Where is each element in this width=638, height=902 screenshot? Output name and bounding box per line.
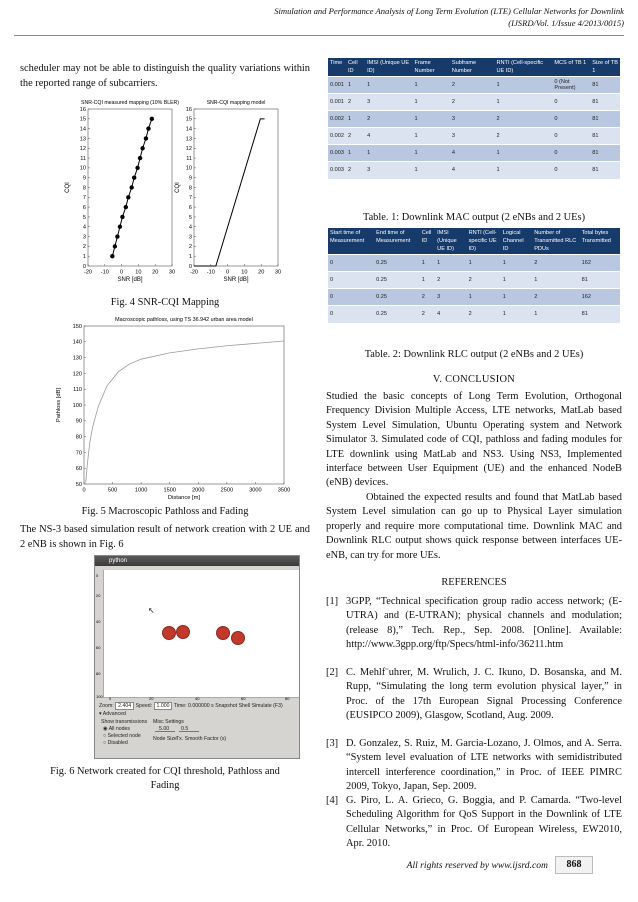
column-header: Number of Transmitted RLC PDUs [532,228,579,255]
table-cell: 0.003 [328,162,346,179]
table-cell: 2 [494,111,552,128]
table-cell: 1 [365,145,412,162]
y-axis-label: CQI [65,182,71,193]
table-row [328,77,620,94]
x-tick-label: -20 [189,269,199,276]
x-tick-label: 30 [168,269,176,276]
ruler-tick: 80 [96,671,101,676]
table-cell: 3 [435,289,466,306]
y-axis-label: CQI [175,182,181,193]
fig6-caption-line1: Fig. 6 Network created for CQI threshold, Pathloss and [50,766,280,777]
reference-item [326,595,622,652]
table-row [328,289,620,306]
y-tick-label: 5 [188,214,192,221]
table-header-row [328,228,620,255]
table-cell: 1 [413,94,450,111]
node-size-label: Node Size [153,736,177,742]
table-cell: 2 [532,289,579,306]
table-cell: 4 [365,128,412,145]
table-cell: 1 [413,111,450,128]
x-axis-label: SNR [dB] [117,277,143,284]
intro-paragraph: scheduler may not be able to distinguish the quality variations within the reported range of subcarriers. [20,63,310,89]
table-cell: 0.001 [328,77,346,94]
y-tick-label: 140 [72,339,82,346]
data-point [132,175,136,179]
y-tick-label: 6 [188,204,192,211]
ruler-tick: 60 [241,696,246,701]
table-cell: 0 (Not Present) [552,77,590,94]
table-cell: 0.003 [328,145,346,162]
y-tick-label: 50 [75,481,82,488]
table-cell: 2 [450,77,495,94]
shell-button[interactable]: Shell [238,703,251,709]
snr-cqi-measured-chart [60,96,185,291]
data-point [144,136,148,140]
column-header: Start time of Measurement [328,228,374,255]
x-tick-label: -10 [100,269,109,276]
header-rule [14,35,624,36]
smooth-factor-label: Tx. Smooth Factor (s) [176,736,227,742]
y-tick-label: 9 [188,175,192,182]
x-tick-label: 20 [258,269,265,276]
y-tick-label: 150 [72,323,82,330]
table-cell: 1 [346,111,365,128]
y-tick-label: 4 [82,224,86,231]
reference-number: [2] [326,667,339,678]
show-transmissions-label: Show transmissions [101,719,148,725]
table-cell: 3 [365,162,412,179]
table-cell: 1 [467,289,501,306]
x-tick-label: 0 [120,269,124,276]
column-header: IMSI (Unique UE ID) [365,58,412,77]
column-header: IMSI (Unique UE ID) [435,228,466,255]
y-tick-label: 8 [82,185,86,192]
table-cell: 0 [552,128,590,145]
table-row [328,272,620,289]
table-cell: 81 [590,128,620,145]
table-cell: 2 [346,162,365,179]
y-tick-label: 16 [185,106,192,113]
y-tick-label: 16 [79,106,86,113]
radio-all-nodes[interactable]: ◉ All nodes [103,726,131,732]
speed-spinbox[interactable]: 1.000 [154,702,173,710]
ruler-tick: 60 [96,645,101,650]
table-cell: 0.002 [328,111,346,128]
reference-text: G. Piro, L. A. Grieco, G. Boggia, and P. Camarda. “Two-level Scheduling Algorithm for QoS Support in the Downlink of LTE Cellular Networks,” in Proc. Of European Wireless, EW2010, Apr. 2010. [346,795,622,849]
table-cell: 0 [552,111,590,128]
table1-caption: Table. 1: Downlink MAC output (2 eNBs and 2 UEs) [362,212,586,223]
y-tick-label: 15 [185,116,192,123]
reference-item [326,737,622,794]
ns3-paragraph: The NS-3 based simulation result of network creation with 2 UE and 2 eNB is shown in Fig. 6 [20,524,310,550]
ruler-tick: 0 [109,696,112,701]
chart-title: SNR-CQI mapping model [206,100,266,106]
table-cell: 2 [467,306,501,323]
table-cell: 1 [365,77,412,94]
reference-number: [3] [326,738,339,749]
column-header: MCS of TB 1 [552,58,590,77]
table-cell: 0 [328,255,374,272]
data-point [138,156,142,160]
table-cell: 1 [532,306,579,323]
conclusion-paragraph-1: Studied the basic concepts of Long Term Evolution, Orthogonal Frequency Division Multiple Access, LTE networks, MatLab based System Level Simulation, Ubuntu Operating system and Network Simulator 3. Simulated code of CQI, pathloss and fading modules for LTE downlink using MatLab and NS3. Using NS3, Implemented interface between User Equipment (UE) and the enhanced NodeB (eNB) devices. [326,391,622,489]
table-cell: 1 [420,255,435,272]
table-cell: 1 [346,145,365,162]
table-cell: 4 [435,306,466,323]
y-tick-label: 0 [188,263,192,270]
y-tick-label: 4 [188,224,192,231]
y-tick-label: 3 [82,234,86,241]
data-point [120,215,124,219]
table-row [328,94,620,111]
data-point [118,225,122,229]
chart-title: Macroscopic pathloss, using TS 36.942 urban area model [115,317,253,323]
x-axis-label: SNR [dB] [223,277,249,284]
table-cell: 0.25 [374,255,420,272]
table-cell: 81 [580,306,620,323]
table-cell: 1 [413,145,450,162]
x-tick-label: 2000 [192,487,205,494]
visualizer-x-ruler [103,694,299,702]
data-point [135,166,139,170]
column-header: Frame Number [413,58,450,77]
table-cell: 81 [590,145,620,162]
y-tick-label: 80 [75,434,82,441]
fig4-caption: Fig. 4 SNR-CQI Mapping [110,297,220,308]
reference-number: [4] [326,795,339,806]
table-cell: 1 [413,77,450,94]
table-cell: 81 [580,272,620,289]
y-tick-label: 12 [185,146,192,153]
table-cell: 3 [450,128,495,145]
ruler-tick: 80 [285,696,290,701]
x-tick-label: 2500 [220,487,234,494]
table-row [328,111,620,128]
references-heading: REFERENCES [441,577,507,588]
x-tick-label: -20 [83,269,93,276]
y-tick-label: 3 [188,234,192,241]
reference-text: 3GPP, “Technical specification group radio access network; (E-UTRA) and (E-UTRAN); physical channels and modulation; (release 8),” Tech. Rep., Sep. 2008. [Online]. Available: http://www.3gpp.org/ftp/Specs/html-info/36211.htm [346,596,622,650]
time-label: Time: 0.000000 s [173,703,214,709]
column-header: Time [328,58,346,77]
table-cell: 2 [420,306,435,323]
y-tick-label: 11 [186,155,192,162]
x-tick-label: -10 [206,269,215,276]
table2-caption: Table. 2: Downlink RLC output (2 eNBs and 2 UEs) [364,349,584,360]
table-cell: 162 [580,255,620,272]
table-cell: 1 [494,77,552,94]
y-tick-label: 11 [80,155,86,162]
x-tick-label: 1500 [163,487,176,494]
y-tick-label: 90 [75,418,82,425]
y-tick-label: 12 [79,146,86,153]
column-header: RNTI (Cell-specific UE ID) [467,228,501,255]
table-cell: 2 [450,94,495,111]
y-tick-label: 13 [185,136,192,143]
y-tick-label: 130 [72,355,82,362]
table-row [328,255,620,272]
radio-label: Disabled [107,740,128,746]
simulate-button[interactable]: Simulate (F3) [251,703,283,709]
y-tick-label: 1 [188,254,192,261]
x-tick-label: 10 [241,269,248,276]
zoom-spinbox[interactable]: 2.404 [115,702,134,710]
y-tick-label: 10 [185,165,192,172]
table-cell: 1 [501,255,532,272]
smooth-factor-slider[interactable] [179,731,199,732]
data-point [150,117,154,121]
table-cell: 4 [450,145,495,162]
table-cell: 2 [435,272,466,289]
table-cell: 0 [552,94,590,111]
x-tick-label: 30 [274,269,282,276]
window-titlebar [95,556,299,566]
column-header: Cell ID [420,228,435,255]
footer-rights: All rights reserved by www.ijsrd.com [406,860,548,871]
table-cell: 81 [590,77,620,94]
reference-item [326,666,622,723]
column-header: Logical Channel ID [501,228,532,255]
table-cell: 3 [365,94,412,111]
ruler-tick: 0 [96,573,99,578]
table-cell: 1 [501,306,532,323]
conclusion-heading: V. CONCLUSION [432,374,516,385]
table-cell: 0 [328,289,374,306]
table-cell: 1 [494,94,552,111]
table-cell: 4 [450,162,495,179]
table-cell: 1 [413,162,450,179]
reference-item [326,794,622,851]
x-axis-label: Distance [m] [167,495,201,502]
table-cell: 0 [552,145,590,162]
snapshot-button[interactable]: Snapshot [215,703,238,709]
chart-title: SNR-CQI measured mapping (10% BLER) [80,100,180,106]
reference-number: [1] [326,596,339,607]
node-size-value: 5.00 [159,726,170,732]
data-point [126,195,130,199]
y-tick-label: 1 [82,254,86,261]
y-tick-label: 60 [75,466,82,473]
data-point [113,244,117,248]
table-cell: 2 [420,289,435,306]
x-tick-label: 1000 [134,487,148,494]
table-cell: 0 [328,272,374,289]
rlc-output-table [328,228,620,323]
ruler-tick: 40 [195,696,200,701]
pathloss-chart [48,314,300,504]
reference-text: D. Gonzalez, S. Ruiz, M. Garcia-Lozano, J. Olmos, and A. Serra. “System level evaluation of LTE networks with semidistributed intercell interference coordination,” in Proc. of IEEE PIMRC 2009, Tokyo, Japan, Sep. 2009. [346,738,622,792]
node-size-slider[interactable] [155,731,175,732]
plot-area [84,326,284,484]
table-cell: 0.002 [328,128,346,145]
node-ue[interactable] [176,625,190,639]
data-point [129,185,133,189]
radio-selected-node[interactable]: ○ Selected node [103,733,141,739]
x-tick-label: 0 [226,269,230,276]
y-tick-label: 6 [82,204,86,211]
x-tick-label: 10 [135,269,142,276]
data-point [140,146,144,150]
node-enb[interactable] [231,631,245,645]
y-tick-label: 7 [188,195,192,202]
y-tick-label: 5 [82,214,86,221]
column-header: Total bytes Transmitted [580,228,620,255]
y-tick-label: 14 [185,126,192,133]
table-cell: 162 [580,289,620,306]
table-cell: 1 [494,162,552,179]
node-ue[interactable] [162,626,176,640]
table-cell: 3 [450,111,495,128]
table-row [328,162,620,179]
y-tick-label: 120 [72,371,82,378]
data-point [110,254,114,258]
table-cell: 2 [346,128,365,145]
table-cell: 1 [467,255,501,272]
y-axis-label: Pathloss [dB] [56,387,62,423]
column-header: Subframe Number [450,58,495,77]
node-enb[interactable] [216,626,230,640]
table-cell: 1 [420,272,435,289]
y-tick-label: 7 [82,195,86,202]
data-point [115,234,119,238]
y-tick-label: 100 [72,402,82,409]
y-tick-label: 2 [82,244,86,251]
table-cell: 1 [435,255,466,272]
table-cell: 2 [365,111,412,128]
table-cell: 0.25 [374,289,420,306]
table-cell: 81 [590,94,620,111]
zoom-label: Zoom: [99,703,114,709]
table-cell: 1 [501,289,532,306]
table-cell: 1 [501,272,532,289]
radio-label: Selected node [107,733,141,739]
mouse-cursor-icon: ↖ [148,606,155,615]
data-point [146,126,150,130]
fig5-caption: Fig. 5 Macroscopic Pathloss and Fading [81,506,249,517]
reference-text: C. Mehlf¨uhrer, M. Wrulich, J. C. Ikuno, D. Bosanska, and M. Rupp, “Simulating the long term evolution physical layer,” in Proc. of the 17th European Signal Processing Conference (EUSIPCO 2009), Glasgow, Scotland, Aug. 2009. [346,667,622,721]
mac-output-table [328,58,620,179]
table-cell: 2 [494,128,552,145]
table-cell: 0.25 [374,272,420,289]
table-cell: 1 [346,77,365,94]
y-tick-label: 110 [73,387,82,394]
column-header: Size of TB 1 [590,58,620,77]
y-tick-label: 0 [82,263,86,270]
table-row [328,145,620,162]
running-header-issue: (IJSRD/Vol. 1/Issue 4/2013/0015) [508,18,624,28]
table-row [328,128,620,145]
ruler-tick: 100 [96,694,103,699]
smooth-factor-value: 0.5 [181,726,189,732]
speed-label: Speed: [135,703,153,709]
visualizer-controls [99,702,297,746]
table-header-row [328,58,620,77]
y-tick-label: 14 [79,126,86,133]
y-tick-label: 15 [79,116,86,123]
conclusion-paragraph-2: Obtained the expected results and found that MatLab based System Level simulation can go up to Physical Layer simulation properly and require more computational time. Downlink MAC and Downlink RLC output shows quick response between interfaces UE-eNB, can try for more UEs. [326,492,622,561]
snr-cqi-model-chart [172,96,292,291]
visualizer-canvas[interactable] [103,570,299,698]
radio-label: All nodes [108,726,131,732]
page-number: 868 [555,856,593,874]
y-tick-label: 10 [79,165,86,172]
advanced-expander[interactable]: Advanced [102,711,126,717]
table-cell: 0 [328,306,374,323]
y-tick-label: 13 [79,136,86,143]
ruler-tick: 20 [96,593,101,598]
table-cell: 0.001 [328,94,346,111]
y-tick-label: 70 [75,450,82,457]
table-cell: 1 [413,128,450,145]
ns3-visualizer-window [94,555,300,759]
table-cell: 1 [494,145,552,162]
ruler-tick: 20 [149,696,154,701]
expander-arrow-icon[interactable]: ▾ [99,711,102,717]
plot-area [194,109,278,266]
table-cell: 0.25 [374,306,420,323]
x-tick-label: 0 [82,487,86,494]
table-row [328,306,620,323]
radio-disabled[interactable]: ○ Disabled [103,740,128,746]
ruler-tick: 40 [96,619,101,624]
misc-settings-label: Misc Settings [153,719,184,725]
table-cell: 81 [590,111,620,128]
x-tick-label: 3000 [249,487,262,494]
column-header: Cell ID [346,58,365,77]
running-header-title: Simulation and Performance Analysis of Long Term Evolution (LTE) Cellular Networks for Downlink [274,6,624,16]
table-cell: 2 [467,272,501,289]
x-tick-label: 3500 [277,487,291,494]
table-cell: 2 [346,94,365,111]
y-tick-label: 2 [188,244,192,251]
column-header: End time of Measurement [374,228,420,255]
table-cell: 81 [590,162,620,179]
y-tick-label: 8 [188,185,192,192]
x-tick-label: 500 [107,487,118,494]
column-header: RNTI (Cell-specific UE ID) [494,58,552,77]
table-cell: 1 [532,272,579,289]
data-point [124,205,128,209]
x-tick-label: 20 [152,269,159,276]
y-tick-label: 9 [82,175,86,182]
table-cell: 0 [552,162,590,179]
table-cell: 2 [532,255,579,272]
fig6-caption-line2: Fading [150,780,180,791]
window-title: python [109,558,128,564]
